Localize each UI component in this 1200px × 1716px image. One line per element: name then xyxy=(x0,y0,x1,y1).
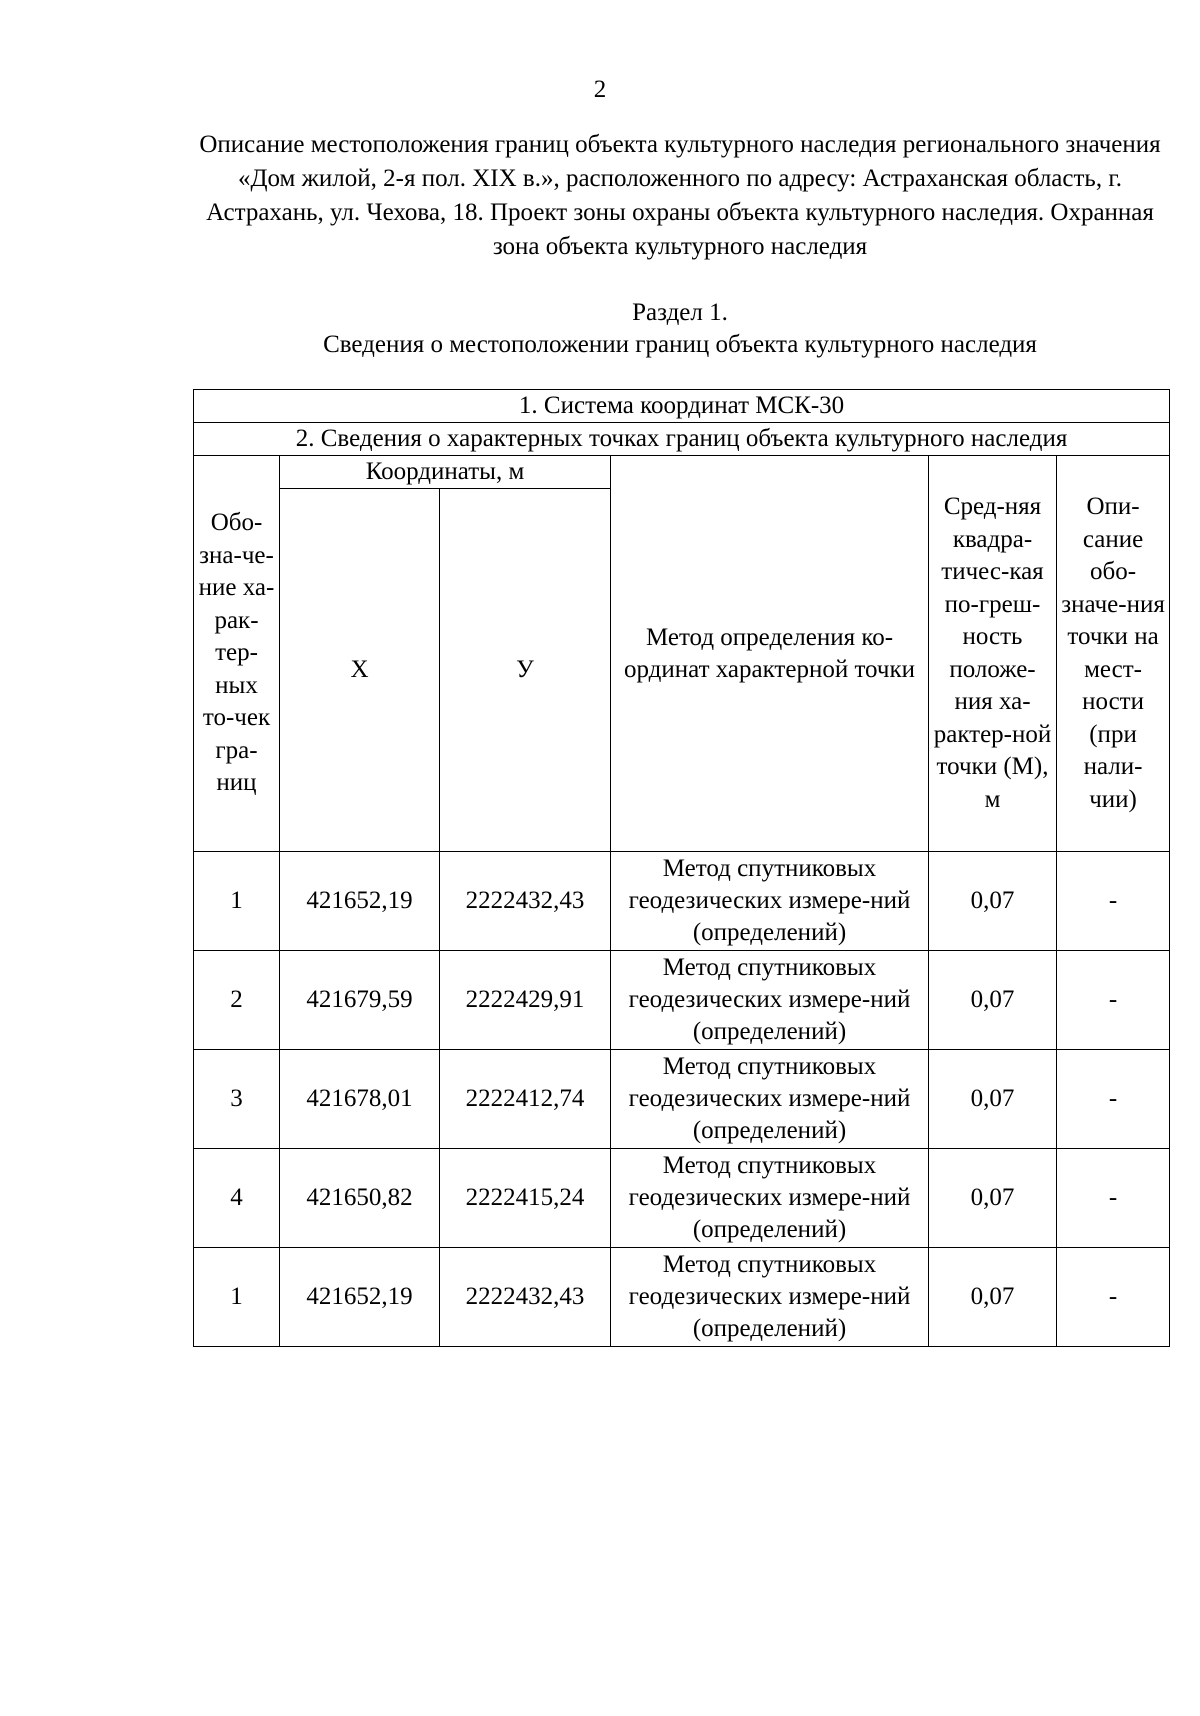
description-value: - xyxy=(1057,1149,1170,1248)
page-number: 2 xyxy=(593,76,607,103)
boundary-points-table xyxy=(193,389,1170,1347)
point-id: 2 xyxy=(194,951,280,1050)
points-info-cell: 2. Сведения о характерных точках границ объекта культурного наследия xyxy=(194,423,1170,456)
method-value: Метод спутниковых геодезических измере-ний (определений) xyxy=(611,951,929,1050)
method-value: Метод спутниковых геодезических измере-ний (определений) xyxy=(611,1248,929,1347)
y-value: 2222432,43 xyxy=(440,1248,611,1347)
method-header: Метод определения ко-ординат характерной точки xyxy=(611,456,929,852)
method-value: Метод спутниковых геодезических измере-ний (определений) xyxy=(611,1050,929,1149)
error-value: 0,07 xyxy=(929,1149,1057,1248)
table-row xyxy=(194,951,1170,1050)
error-value: 0,07 xyxy=(929,852,1057,951)
coordinates-header: Координаты, м xyxy=(280,456,611,489)
points-info-row xyxy=(194,423,1170,456)
y-value: 2222412,74 xyxy=(440,1050,611,1149)
section-title: Сведения о местоположении границ объекта культурного наследия xyxy=(323,331,1037,358)
x-value: 421650,82 xyxy=(280,1149,440,1248)
section-number: Раздел 1. xyxy=(632,299,728,326)
error-header: Сред-няя квадра-тичес-кая по-греш-ность положе-ния ха-рактер-ной точки (М), м xyxy=(929,456,1057,852)
description-value: - xyxy=(1057,951,1170,1050)
x-value: 421678,01 xyxy=(280,1050,440,1149)
document-heading: Описание местоположения границ объекта культурного наследия регионального значения «Дом жилой, 2-я пол. XIX в.», расположенного по адресу: Астраханская область, г. Астрахань, ул. Чехова, 18. Проект зоны охраны объекта культурного наследия. Охранная зона объекта культурного наследия xyxy=(199,131,1161,260)
method-value: Метод спутниковых геодезических измере-ний (определений) xyxy=(611,852,929,951)
description-value: - xyxy=(1057,1050,1170,1149)
table-row xyxy=(194,1248,1170,1347)
header-row xyxy=(194,456,1170,489)
point-id: 4 xyxy=(194,1149,280,1248)
x-value: 421652,19 xyxy=(280,1248,440,1347)
coordinate-system-cell: 1. Система координат МСК-30 xyxy=(194,390,1170,423)
error-value: 0,07 xyxy=(929,1248,1057,1347)
description-header: Опи-сание обо-значе-ния точки на мест-ности (при нали-чии) xyxy=(1057,456,1170,852)
point-id: 3 xyxy=(194,1050,280,1149)
designation-header: Обо-зна-че-ние ха-рак-тер-ных то-чек гра-ниц xyxy=(194,456,280,852)
x-value: 421652,19 xyxy=(280,852,440,951)
table-row xyxy=(194,1050,1170,1149)
y-value: 2222432,43 xyxy=(440,852,611,951)
x-value: 421679,59 xyxy=(280,951,440,1050)
x-header: X xyxy=(280,489,440,852)
point-id: 1 xyxy=(194,1248,280,1347)
y-header: У xyxy=(440,489,611,852)
y-value: 2222429,91 xyxy=(440,951,611,1050)
error-value: 0,07 xyxy=(929,951,1057,1050)
description-value: - xyxy=(1057,1248,1170,1347)
table-row xyxy=(194,852,1170,951)
y-value: 2222415,24 xyxy=(440,1149,611,1248)
method-value: Метод спутниковых геодезических измере-ний (определений) xyxy=(611,1149,929,1248)
description-value: - xyxy=(1057,852,1170,951)
error-value: 0,07 xyxy=(929,1050,1057,1149)
coordinate-system-row xyxy=(194,390,1170,423)
point-id: 1 xyxy=(194,852,280,951)
table-row xyxy=(194,1149,1170,1248)
